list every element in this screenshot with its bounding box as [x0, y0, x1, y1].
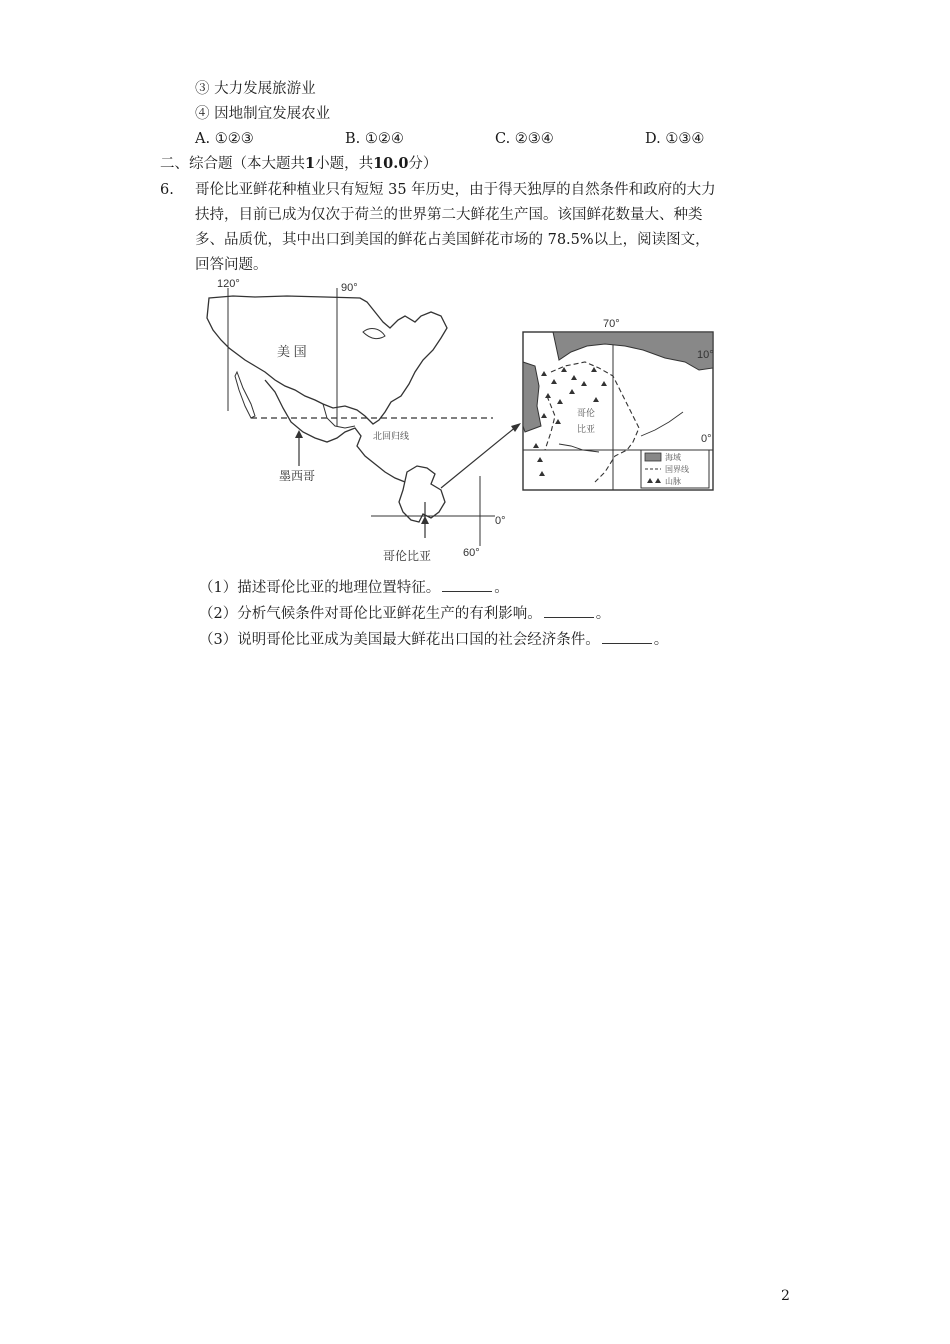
legend-border: 国界线 — [665, 465, 689, 474]
question-text-line: 扶持，目前已成为仅次于荷兰的世界第二大鲜花生产国。该国鲜花数量大、种类 — [195, 207, 703, 223]
answer-blank[interactable] — [442, 577, 492, 592]
question-text-line: 哥伦比亚鲜花种植业只有短短 35 年历史，由于得天独厚的自然条件和政府的大力 — [195, 182, 716, 198]
inset-country-1: 哥伦 — [577, 408, 596, 418]
colombia-outline — [399, 466, 445, 522]
sub-question-3: （3）说明哥伦比亚成为美国最大鲜花出口国的社会经济条件。 。 — [199, 629, 668, 650]
choice-c: C. ②③④ — [495, 131, 554, 147]
legend-sea: 海域 — [665, 453, 681, 462]
question-text-line: 多、品质优，其中出口到美国的鲜花占美国鲜花市场的 78.5%以上，阅读图文， — [195, 232, 710, 248]
sub-question-1: （1）描述哥伦比亚的地理位置特征。 。 — [199, 577, 509, 598]
label-lon-120: 120° — [217, 278, 240, 290]
label-lon-60: 60° — [463, 547, 480, 559]
map-figure — [195, 276, 725, 568]
inset-lat-10: 10° — [697, 349, 714, 361]
label-colombia: 哥伦比亚 — [383, 549, 432, 563]
inset-lat-0: 0° — [701, 433, 712, 445]
option-item-4: ④ 因地制宜发展农业 — [195, 106, 331, 122]
inset-lon-70: 70° — [603, 318, 620, 330]
legend-mountain: 山脉 — [665, 477, 681, 486]
option-item-3: ③ 大力发展旅游业 — [195, 81, 316, 97]
inset-map — [523, 318, 714, 490]
sub-question-2: （2）分析气候条件对哥伦比亚鲜花生产的有利影响。 。 — [199, 603, 610, 624]
page-number: 2 — [781, 1288, 790, 1304]
section-heading: 二、综合题（本大题共1小题，共10.0分） — [160, 155, 438, 172]
north-america-outline — [207, 296, 447, 424]
answer-blank[interactable] — [602, 629, 652, 644]
question-text-line: 回答问题。 — [195, 257, 268, 273]
label-usa: 美 国 — [277, 344, 307, 359]
choice-d: D. ①③④ — [645, 131, 705, 147]
label-equator: 0° — [495, 515, 506, 527]
choice-a: A. ①②③ — [195, 131, 254, 147]
answer-blank[interactable] — [544, 603, 594, 618]
choice-b: B. ①②④ — [345, 131, 404, 147]
label-lon-90: 90° — [341, 282, 358, 294]
label-mexico: 墨西哥 — [279, 469, 316, 483]
label-tropic: 北回归线 — [373, 431, 410, 441]
inset-country-2: 比亚 — [577, 424, 596, 434]
question-number: 6. — [160, 182, 174, 198]
